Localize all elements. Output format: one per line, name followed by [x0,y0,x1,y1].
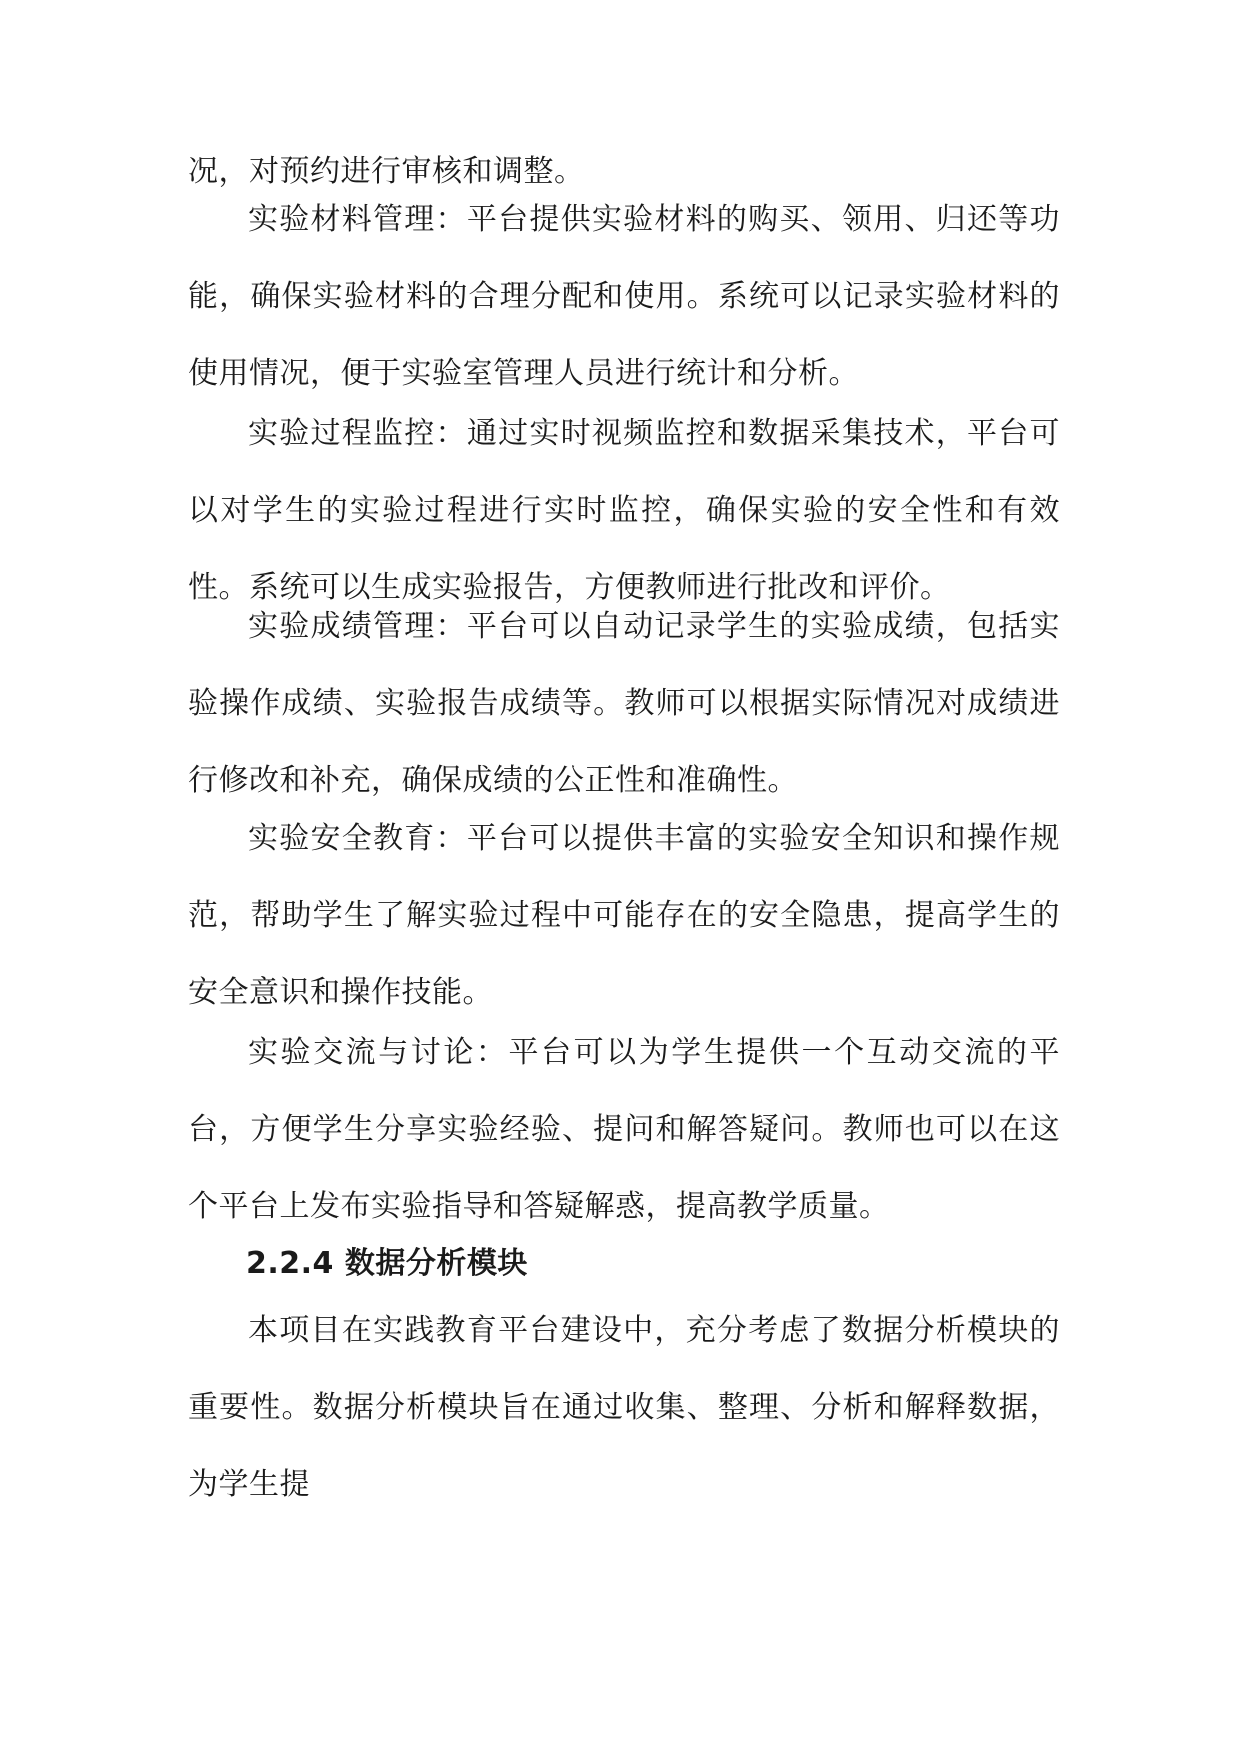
section-title: 数据分析模块 [344,1246,528,1281]
paragraph-material-management: 实验材料管理：平台提供实验材料的购买、领用、归还等功能，确保实验材料的合理分配和使用。系统可以记录实验材料的使用情况，便于实验室管理人员进行统计和分析。 [188,202,1060,391]
section-heading [246,1244,528,1284]
paragraph-continuation: 况，对预约进行审核和调整。 [188,154,585,189]
section-number: 2.2.4 [246,1246,334,1281]
paragraph-exchange-discussion: 实验交流与讨论：平台可以为学生提供一个互动交流的平台，方便学生分享实验经验、提问和解答疑问。教师也可以在这个平台上发布实验指导和答疑解惑，提高教学质量。 [188,1035,1060,1224]
paragraph-process-monitoring: 实验过程监控：通过实时视频监控和数据采集技术，平台可以对学生的实验过程进行实时监控，确保实验的安全性和有效性。系统可以生成实验报告，方便教师进行批改和评价。 [188,416,1060,605]
paragraph-data-analysis-intro: 本项目在实践教育平台建设中，充分考虑了数据分析模块的重要性。数据分析模块旨在通过收集、整理、分析和解释数据，为学生提 [188,1313,1060,1502]
paragraph-grade-management: 实验成绩管理：平台可以自动记录学生的实验成绩，包括实验操作成绩、实验报告成绩等。教师可以根据实际情况对成绩进行修改和补充，确保成绩的公正性和准确性。 [188,609,1060,798]
paragraph-safety-education: 实验安全教育：平台可以提供丰富的实验安全知识和操作规范，帮助学生了解实验过程中可能存在的安全隐患，提高学生的安全意识和操作技能。 [188,821,1060,1010]
